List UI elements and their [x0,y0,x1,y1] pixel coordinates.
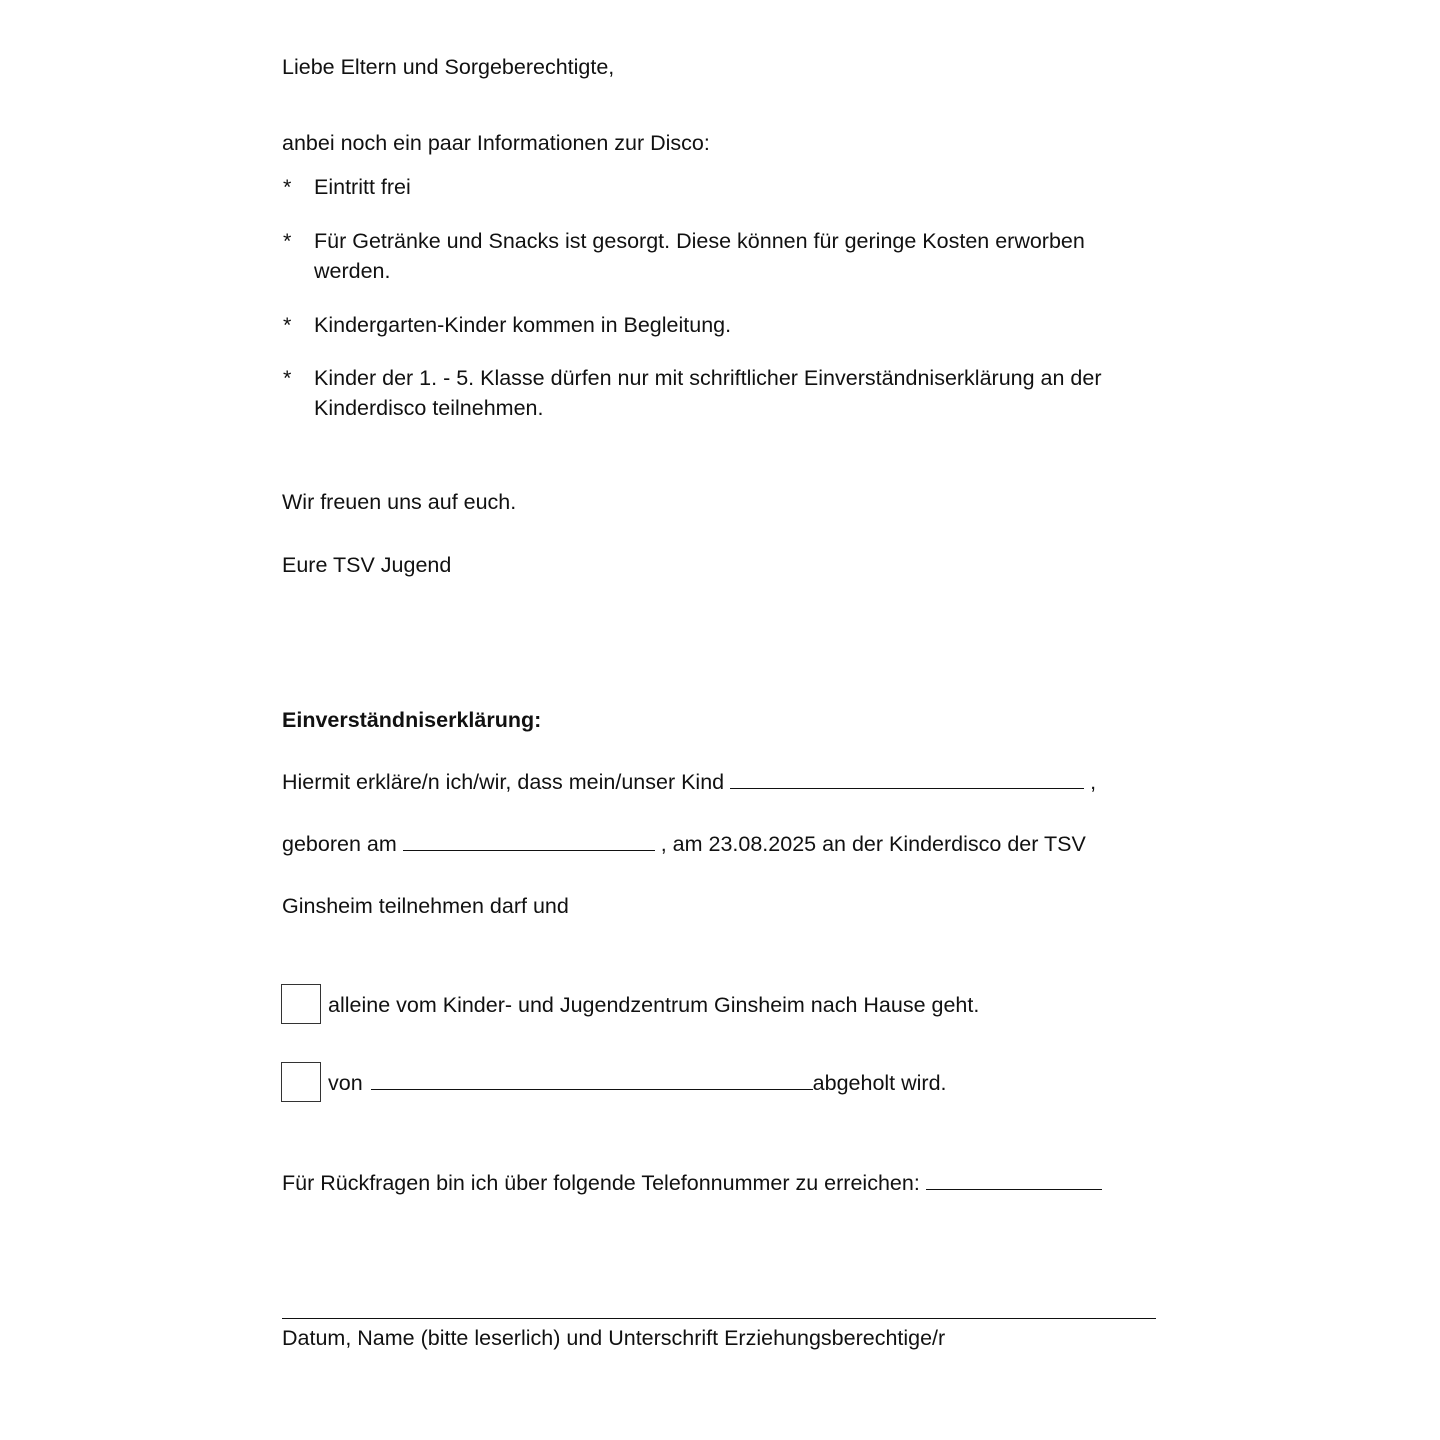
signature-caption: Datum, Name (bitte leserlich) und Unterschrift Erziehungsberechtige/r [282,1326,946,1350]
bullet-item: Eintritt frei [314,175,411,199]
option-walk-home-alone-label: alleine vom Kinder- und Jugendzentrum Ginsheim nach Hause geht. [328,993,980,1017]
walk-home-alone-checkbox[interactable] [281,984,321,1024]
letter-signature: Eure TSV Jugend [282,553,452,577]
bullet-item: Für Getränke und Snacks ist gesorgt. Diese können für geringe Kosten erworben werden. [314,229,1085,283]
bullet-marker: * [283,313,292,337]
phone-number-field[interactable] [926,1169,1102,1190]
birthdate-field[interactable] [403,830,655,851]
consent-line1-suffix: , [1090,770,1097,794]
option-picked-up-line [328,1069,947,1097]
consent-line-birthdate [282,830,1086,858]
consent-line2-prefix: geboren am [282,832,397,856]
child-name-field[interactable] [730,768,1084,789]
consent-line2-suffix: , am 23.08.2025 an der Kinderdisco der TSV [660,832,1086,856]
closing-text: Wir freuen uns auf euch. [282,490,517,514]
phone-label: Für Rückfragen bin ich über folgende Telefonnummer zu erreichen: [282,1171,920,1195]
option2-suffix: abgeholt wird. [812,1071,947,1095]
consent-line3: Ginsheim teilnehmen darf und [282,894,569,918]
bullet-item: Kindergarten-Kinder kommen in Begleitung. [314,313,732,337]
bullet-marker: * [283,366,292,390]
pickup-person-field[interactable] [371,1069,813,1090]
phone-line [282,1169,1102,1197]
greeting-text: Liebe Eltern und Sorgeberechtigte, [282,55,615,79]
consent-line1-prefix: Hiermit erkläre/n ich/wir, dass mein/unser Kind [282,770,725,794]
consent-line-child-name [282,768,1096,796]
intro-text: anbei noch ein paar Informationen zur Disco: [282,131,710,155]
signature-field[interactable] [282,1318,1156,1319]
picked-up-checkbox[interactable] [281,1062,321,1102]
bullet-marker: * [283,229,292,253]
bullet-marker: * [283,175,292,199]
option2-prefix: von [328,1071,363,1095]
consent-heading: Einverständniserklärung: [282,708,542,732]
bullet-item: Kinder der 1. - 5. Klasse dürfen nur mit schriftlicher Einverständniserklärung an der Kinderdisco teilnehmen. [314,366,1102,420]
